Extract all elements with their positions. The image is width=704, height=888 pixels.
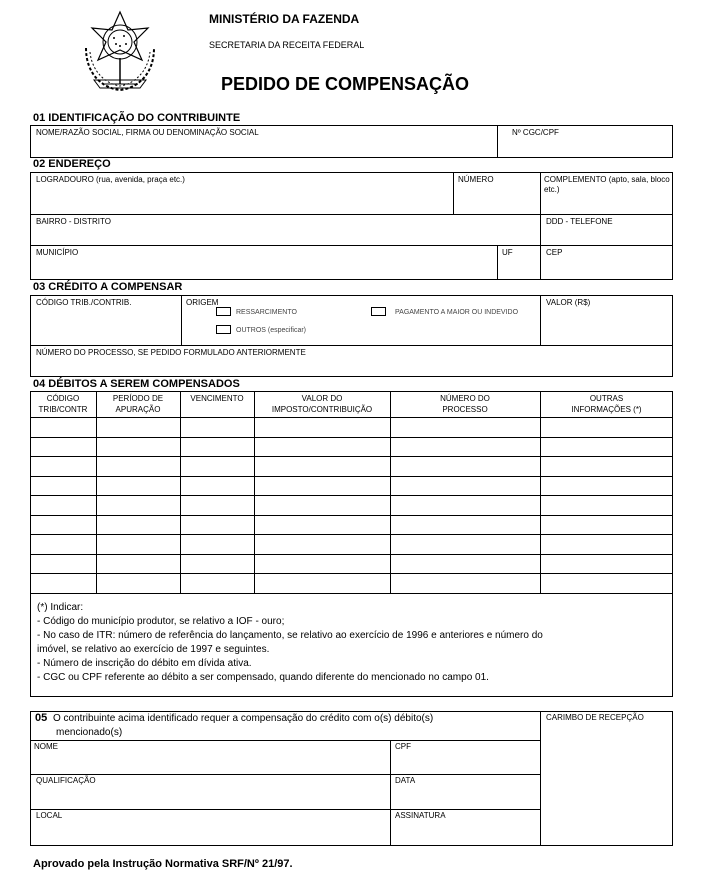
col-header-vencimento: VENCIMENTO — [190, 394, 244, 403]
table-cell[interactable] — [540, 495, 673, 515]
codigo-credito-field[interactable] — [30, 295, 181, 345]
nome-label: NOME — [34, 742, 58, 751]
logradouro-label: LOGRADOURO (rua, avenida, praça etc.) — [36, 175, 185, 184]
footnote-line: - CGC ou CPF referente ao débito a ser compensado, quando diferente do mencionado no campo 01. — [37, 672, 489, 683]
name-label: NOME/RAZÃO SOCIAL, FIRMA OU DENOMINAÇÃO SOCIAL — [36, 128, 259, 137]
table-cell[interactable] — [96, 476, 180, 495]
table-cell[interactable] — [254, 417, 390, 437]
local-field[interactable] — [30, 809, 390, 846]
telefone-field[interactable] — [540, 214, 673, 245]
table-cell[interactable] — [540, 534, 673, 554]
assinatura-field[interactable] — [390, 809, 540, 846]
table-cell[interactable] — [254, 495, 390, 515]
pagamento-checkbox[interactable] — [371, 307, 386, 316]
table-cell[interactable] — [180, 437, 254, 456]
table-cell[interactable] — [30, 476, 96, 495]
table-cell[interactable] — [254, 554, 390, 573]
table-cell[interactable] — [180, 417, 254, 437]
table-cell[interactable] — [180, 573, 254, 593]
numero-field[interactable] — [453, 172, 540, 214]
table-cell[interactable] — [180, 476, 254, 495]
table-cell[interactable] — [390, 534, 540, 554]
table-cell[interactable] — [254, 456, 390, 476]
table-cell[interactable] — [96, 554, 180, 573]
telefone-label: DDD - TELEFONE — [546, 217, 613, 226]
ressarcimento-checkbox[interactable] — [216, 307, 231, 316]
cgc-cpf-label: Nº CGC/CPF — [512, 128, 559, 137]
table-cell[interactable] — [30, 534, 96, 554]
uf-field[interactable] — [497, 245, 540, 280]
carimbo-field[interactable] — [540, 711, 673, 846]
nome-field[interactable] — [30, 740, 390, 774]
footnote-line: (*) Indicar: — [37, 602, 84, 613]
municipio-field[interactable] — [30, 245, 497, 280]
table-cell[interactable] — [30, 437, 96, 456]
table-row-divider — [30, 593, 673, 594]
valor-label: VALOR (R$) — [546, 298, 591, 307]
table-cell[interactable] — [390, 437, 540, 456]
qualificacao-label: QUALIFICAÇÃO — [36, 776, 96, 785]
table-cell[interactable] — [254, 534, 390, 554]
table-cell[interactable] — [390, 515, 540, 534]
numero-label: NÚMERO — [458, 175, 494, 184]
table-cell[interactable] — [96, 417, 180, 437]
table-cell[interactable] — [30, 573, 96, 593]
table-cell[interactable] — [540, 456, 673, 476]
cpf-label: CPF — [395, 742, 411, 751]
processo-anterior-label: NÚMERO DO PROCESSO, SE PEDIDO FORMULADO ANTERIORMENTE — [36, 348, 306, 357]
table-cell[interactable] — [30, 495, 96, 515]
bairro-label: BAIRRO - DISTRITO — [36, 217, 111, 226]
name-field[interactable] — [30, 125, 497, 158]
footnote-line: imóvel, se relativo ao exercício de 1997 e seguintes. — [37, 644, 270, 655]
complemento-label: COMPLEMENTO (apto, sala, bloco etc.) — [544, 175, 670, 194]
table-cell[interactable] — [180, 534, 254, 554]
codigo-credito-label: CÓDIGO TRIB./CONTRIB. — [36, 298, 132, 307]
pagamento-option-label: PAGAMENTO A MAIOR OU INDEVIDO — [395, 309, 519, 316]
ministry-name: MINISTÉRIO DA FAZENDA — [209, 12, 360, 26]
table-cell[interactable] — [540, 515, 673, 534]
table-cell[interactable] — [254, 573, 390, 593]
data-field[interactable] — [390, 774, 540, 809]
table-cell[interactable] — [180, 515, 254, 534]
local-label: LOCAL — [36, 811, 63, 820]
section-05-statement: O contribuinte acima identificado requer a compensação do crédito com o(s) débito(s) — [53, 713, 434, 724]
section-01-title: 01 IDENTIFICAÇÃO DO CONTRIBUINTE — [33, 112, 241, 124]
coat-of-arms-emblem — [80, 8, 160, 102]
footnote-line: - Código do município produtor, se relativo a IOF - ouro; — [37, 616, 285, 627]
table-cell[interactable] — [540, 417, 673, 437]
section-05-statement-cont: mencionado(s) — [56, 727, 123, 738]
table-cell[interactable] — [30, 456, 96, 476]
complemento-field[interactable] — [540, 172, 673, 214]
col-header-numero-processo: NÚMERO DO PROCESSO — [440, 394, 490, 414]
table-cell[interactable] — [30, 515, 96, 534]
table-cell[interactable] — [96, 515, 180, 534]
table-cell[interactable] — [254, 515, 390, 534]
table-cell[interactable] — [390, 476, 540, 495]
table-cell[interactable] — [540, 573, 673, 593]
table-cell[interactable] — [390, 456, 540, 476]
uf-label: UF — [502, 248, 513, 257]
assinatura-label: ASSINATURA — [395, 811, 446, 820]
cpf-field[interactable] — [390, 740, 540, 774]
origem-label: ORIGEM — [186, 298, 219, 307]
logradouro-field[interactable] — [30, 172, 453, 214]
table-cell[interactable] — [30, 417, 96, 437]
bairro-field[interactable] — [30, 214, 540, 245]
approval-note: Aprovado pela Instrução Normativa SRF/Nº 21/97. — [33, 858, 293, 870]
data-label: DATA — [395, 776, 416, 785]
table-cell[interactable] — [254, 476, 390, 495]
col-header-periodo: PERÍODO DE APURAÇÃO — [112, 394, 164, 414]
cep-field[interactable] — [540, 245, 673, 280]
section-03-title: 03 CRÉDITO A COMPENSAR — [33, 281, 183, 293]
table-cell[interactable] — [180, 554, 254, 573]
col-header-outras: OUTRAS INFORMAÇÕES (*) — [571, 394, 642, 414]
cgc-cpf-field[interactable] — [497, 125, 673, 158]
processo-anterior-field[interactable] — [30, 345, 673, 377]
outros-option-label: OUTROS (especificar) — [236, 327, 307, 334]
footnote-line: - Número de inscrição do débito em dívida ativa. — [37, 658, 252, 669]
table-cell[interactable] — [540, 437, 673, 456]
table-cell[interactable] — [540, 554, 673, 573]
col-header-valor: VALOR DO IMPOSTO/CONTRIBUIÇÃO — [271, 394, 373, 414]
section-04-title: 04 DÉBITOS A SEREM COMPENSADOS — [33, 378, 240, 390]
table-cell[interactable] — [390, 573, 540, 593]
table-cell[interactable] — [96, 495, 180, 515]
municipio-label: MUNICÍPIO — [36, 248, 79, 257]
table-cell[interactable] — [96, 437, 180, 456]
table-cell[interactable] — [390, 554, 540, 573]
outros-checkbox[interactable] — [216, 325, 231, 334]
table-cell[interactable] — [180, 456, 254, 476]
cep-label: CEP — [546, 248, 563, 257]
table-cell[interactable] — [540, 476, 673, 495]
secretariat-name: SECRETARIA DA RECEITA FEDERAL — [209, 40, 365, 50]
table-cell[interactable] — [96, 456, 180, 476]
section-05-number: 05 — [35, 712, 48, 724]
qualificacao-field[interactable] — [30, 774, 390, 809]
table-cell[interactable] — [390, 495, 540, 515]
footnote-line: - No caso de ITR: número de referência do lançamento, se relativo ao exercício de 1996 e anteriores e número do — [37, 630, 543, 641]
col-header-codigo: CÓDIGO TRIB/CONTR — [38, 394, 88, 414]
table-cell[interactable] — [254, 437, 390, 456]
carimbo-label: CARIMBO DE RECEPÇÃO — [546, 713, 644, 722]
ressarcimento-option-label: RESSARCIMENTO — [236, 309, 297, 316]
form-title: PEDIDO DE COMPENSAÇÃO — [221, 74, 470, 94]
table-cell[interactable] — [180, 495, 254, 515]
table-cell[interactable] — [96, 534, 180, 554]
table-cell[interactable] — [390, 417, 540, 437]
valor-field[interactable] — [540, 295, 673, 345]
section-02-title: 02 ENDEREÇO — [33, 158, 111, 170]
table-cell[interactable] — [96, 573, 180, 593]
table-cell[interactable] — [30, 554, 96, 573]
